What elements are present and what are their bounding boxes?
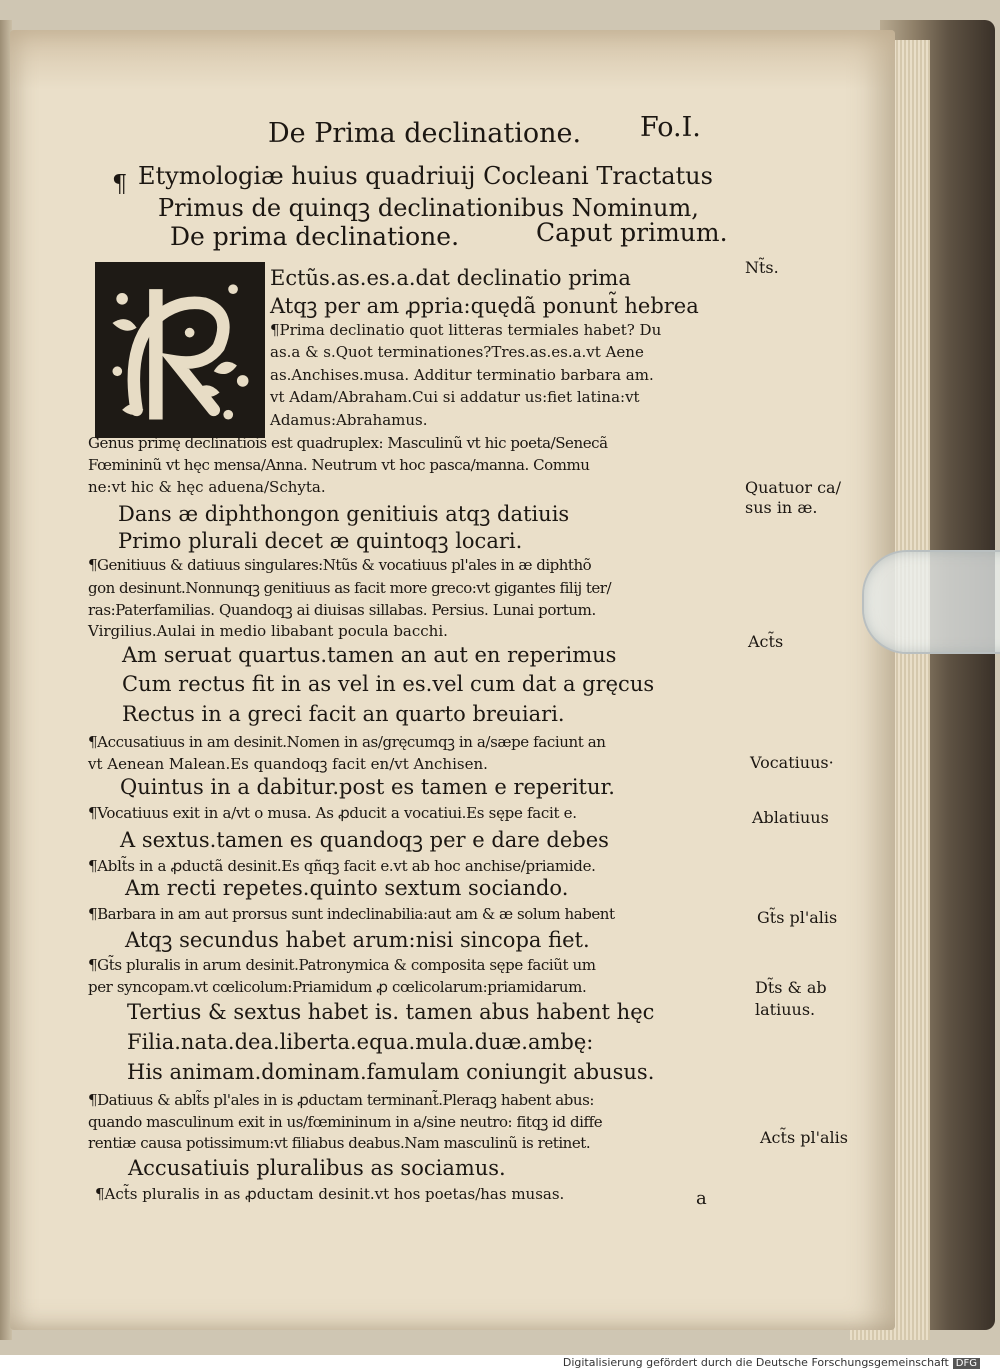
margin-note: Nt̃s. <box>745 258 779 277</box>
body-line: vt Adam/Abraham.Cui si addatur us:fiet latina:vt <box>270 388 640 406</box>
body-line: as.Anchises.musa. Additur terminatio barbara am. <box>270 366 654 384</box>
body-line: Fœmininũ vt hęc mensa/Anna. Neutrum vt hoc pasca/manna. Commu <box>88 456 590 474</box>
margin-note: Act̃s <box>748 632 784 651</box>
body-line: Rectus in a greci facit an quarto breuiari. <box>122 702 565 726</box>
footer-credit-text: Digitalisierung gefördert durch die Deutsche Forschungsgemeinschaft <box>562 1356 949 1369</box>
body-line: A sextus.tamen es quandoqꝫ per e dare debes <box>120 828 609 852</box>
pilcrow-icon: ¶ <box>112 170 128 198</box>
margin-note: Vocatiuus· <box>750 753 834 772</box>
margin-note: latiuus. <box>755 1000 816 1019</box>
body-line: ¶Barbara in am aut prorsus sunt indeclinabilia:aut am & æ solum habent <box>88 905 615 923</box>
body-line: Virgilius.Aulai in medio libabant pocula bacchi. <box>88 622 448 640</box>
body-line: Am recti repetes.quinto sextum sociando. <box>125 876 569 900</box>
margin-note: Act̃s pl'alis <box>760 1128 848 1147</box>
body-line: ¶Gt̃s pluralis in arum desinit.Patronymica & composita sępe faciũt um <box>88 956 596 974</box>
body-line: as.a & s.Quot terminationes?Tres.as.es.a.vt Aene <box>270 343 644 361</box>
body-line: ¶Datiuus & ablt̃s pl'ales in is ꝓductam terminant̃.Pleraqꝫ habent abus: <box>88 1091 594 1109</box>
body-line: Quintus in a dabitur.post es tamen e reperitur. <box>120 775 615 799</box>
body-line: ¶Genitiuus & datiuus singulares:Ntũs & vocatiuus pl'ales in æ diphthõ <box>88 556 592 574</box>
body-line: rentiæ causa potissimum:vt filiabus deabus.Nam masculinũ is retinet. <box>88 1134 591 1152</box>
margin-note: Quatuor ca/ <box>745 478 841 497</box>
body-line: Cum rectus fit in as vel in es.vel cum dat a gręcus <box>122 672 655 696</box>
chapter-title: De prima declinatione. <box>170 222 460 251</box>
body-line: ras:Paterfamilias. Quandoqꝫ ai diuisas sillabas. Persius. Lunai portum. <box>88 601 596 619</box>
body-line: Dans æ diphthongon genitiuis atqꝫ datiuis <box>118 502 570 526</box>
folio-number: Fo.I. <box>640 112 701 143</box>
margin-note: Ablatiuus <box>752 808 829 827</box>
body-line: ¶Vocatiuus exit in a/vt o musa. As ꝓducit a vocatiui.Es sępe facit e. <box>88 804 577 822</box>
body-line: gon desinunt.Nonnunqꝫ genitiuus as facit more greco:vt gigantes filij ter/ <box>88 579 612 597</box>
body-line: ne:vt hic & hęc aduena/Schyta. <box>88 478 326 496</box>
body-line: Filia.nata.dea.liberta.equa.mula.duæ.ambę: <box>127 1030 594 1054</box>
page-shadow <box>10 30 895 90</box>
body-line: ¶Act̃s pluralis in as ꝓductam desinit.vt hos poetas/has musas. <box>95 1185 565 1203</box>
body-line: His animam.dominam.famulam coniungit abusus. <box>127 1060 655 1084</box>
body-line: Am seruat quartus.tamen an aut en reperimus <box>122 643 617 667</box>
body-line: ¶Accusatiuus in am desinit.Nomen in as/gręcumqꝫ in a/sæpe faciunt an <box>88 733 606 751</box>
dfg-logo: DFG <box>953 1358 980 1369</box>
title-line-2: Primus de quinqꝫ declinationibus Nominum, <box>158 194 699 222</box>
margin-note: Gt̃s pl'alis <box>757 908 838 927</box>
title-line-1: Etymologiæ huius quadriuij Cocleani Tractatus <box>138 162 713 190</box>
body-line: quando masculinum exit in us/fœmininum in a/sine neutro: fitqꝫ id diffe <box>88 1113 603 1131</box>
body-line: Genus primę declinatiõis est quadruplex: Masculinũ vt hic poeta/Senecã <box>88 434 608 452</box>
body-line: ¶Ablt̃s in a ꝓductã desinit.Es qñqꝫ facit e.vt ab hoc anchise/priamide. <box>88 857 596 875</box>
body-line: Accusatiuis pluralibus as sociamus. <box>128 1156 506 1180</box>
body-line: ¶Prima declinatio quot litteras termiales habet? Du <box>270 321 662 339</box>
body-line: Adamus:Abrahamus. <box>270 411 428 429</box>
body-line: vt Aenean Malean.Es quandoqꝫ facit en/vt Anchisen. <box>88 755 488 773</box>
body-line: per syncopam.vt cœlicolum:Priamidum ꝓ cœlicolarum:priamidarum. <box>88 978 587 996</box>
body-line: Atqꝫ per am ꝓpria:quędã ponunt̃ hebrea <box>270 294 699 318</box>
body-line: Tertius & sextus habet is. tamen abus habent hęc <box>127 1000 655 1024</box>
decorated-initial-r-icon <box>95 262 265 438</box>
page-holder-clip <box>862 550 1000 654</box>
body-line: Primo plurali decet æ quintoqꝫ locari. <box>118 529 523 553</box>
body-line: Ectũs.as.es.a.dat declinatio prima <box>270 266 631 290</box>
margin-note: Dt̃s & ab <box>755 978 827 997</box>
caput-label: Caput primum. <box>536 218 728 247</box>
margin-note: sus in æ. <box>745 498 818 517</box>
footer-credit <box>563 1356 980 1369</box>
running-title: De Prima declinatione. <box>268 118 582 149</box>
body-line: Atqꝫ secundus habet arum:nisi sincopa fiet. <box>125 928 590 952</box>
signature-mark: a <box>696 1188 707 1209</box>
